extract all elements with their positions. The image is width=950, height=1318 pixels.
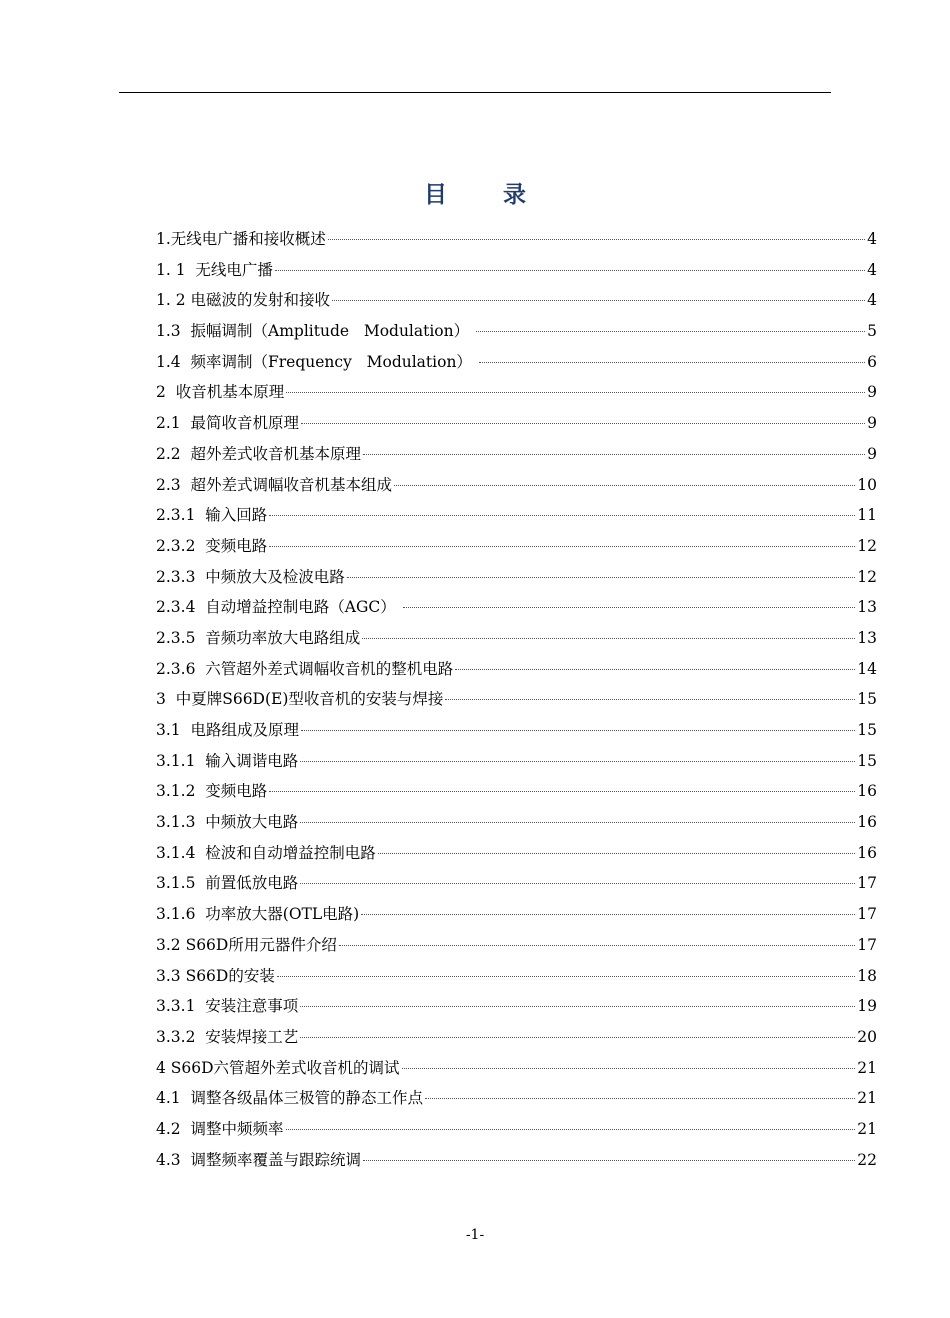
toc-entry-text: 2.3.5 音频功率放大电路组成 bbox=[156, 628, 361, 647]
toc-dot-leader bbox=[269, 546, 855, 547]
toc-entry[interactable] bbox=[156, 684, 877, 715]
toc-dot-leader bbox=[378, 853, 855, 854]
toc-dot-leader bbox=[300, 1037, 855, 1038]
toc-entry[interactable] bbox=[156, 1145, 877, 1176]
toc-page-number: 22 bbox=[857, 1150, 877, 1169]
toc-page-number: 18 bbox=[857, 966, 877, 985]
toc-entry[interactable] bbox=[156, 899, 877, 930]
toc-dot-leader bbox=[445, 699, 855, 700]
toc-entry[interactable] bbox=[156, 285, 877, 316]
toc-entry-text: 1. 2 电磁波的发射和接收 bbox=[156, 291, 331, 310]
toc-entry-text: 3.3.1 安装注意事项 bbox=[156, 997, 299, 1016]
toc-dot-leader bbox=[394, 485, 855, 486]
toc-entry-text: 2.3.4 自动增益控制电路（AGC） bbox=[156, 598, 401, 617]
toc-dot-leader bbox=[362, 638, 855, 639]
toc-page-number: 17 bbox=[857, 874, 877, 893]
footer-page-number: -1- bbox=[465, 1227, 485, 1243]
toc-entry-text: 1.无线电广播和接收概述 bbox=[156, 230, 326, 248]
toc-entry[interactable] bbox=[156, 930, 877, 961]
toc-dot-leader bbox=[363, 1160, 855, 1161]
toc-entry-text: 4 S66D六管超外差式收音机的调试 bbox=[156, 1058, 400, 1077]
toc-page-number: 10 bbox=[857, 475, 877, 494]
toc-entry[interactable] bbox=[156, 961, 877, 992]
toc-entry[interactable] bbox=[156, 1114, 877, 1145]
toc-dot-leader bbox=[347, 577, 855, 578]
toc-entry[interactable] bbox=[156, 316, 877, 347]
toc-entry[interactable] bbox=[156, 1083, 877, 1114]
toc-page-number: 12 bbox=[857, 567, 877, 586]
toc-dot-leader bbox=[269, 791, 855, 792]
toc-page-number: 13 bbox=[857, 598, 877, 617]
toc-page-number: 19 bbox=[857, 997, 877, 1016]
toc-list bbox=[156, 224, 877, 1175]
toc-entry[interactable] bbox=[156, 1022, 877, 1053]
toc-entry[interactable] bbox=[156, 623, 877, 654]
toc-dot-leader bbox=[363, 454, 865, 455]
toc-dot-leader bbox=[479, 362, 865, 363]
toc-entry-text: 3.1.6 功率放大器(OTL电路) bbox=[156, 905, 360, 924]
toc-dot-leader bbox=[275, 270, 865, 271]
toc-dot-leader bbox=[339, 945, 855, 946]
toc-entry-text: 3.1.3 中频放大电路 bbox=[156, 813, 299, 832]
toc-page-number: 21 bbox=[857, 1119, 877, 1138]
toc-entry-text: 2.2 超外差式收音机基本原理 bbox=[156, 444, 362, 463]
toc-dot-leader bbox=[277, 976, 855, 977]
toc-entry-text: 1. 1 无线电广播 bbox=[156, 260, 273, 279]
toc-dot-leader bbox=[300, 761, 855, 762]
toc-page-number: 12 bbox=[857, 536, 877, 555]
toc-entry[interactable] bbox=[156, 439, 877, 470]
toc-entry[interactable] bbox=[156, 807, 877, 838]
toc-entry[interactable] bbox=[156, 347, 877, 378]
toc-page-number: 5 bbox=[867, 322, 877, 341]
toc-dot-leader bbox=[361, 914, 855, 915]
toc-entry-text: 3.1.4 检波和自动增益控制电路 bbox=[156, 843, 376, 862]
toc-page-number: 6 bbox=[867, 352, 877, 371]
toc-page-number: 20 bbox=[857, 1027, 877, 1046]
toc-dot-leader bbox=[286, 392, 865, 393]
toc-entry-text: 2.3.2 变频电路 bbox=[156, 536, 268, 555]
toc-page-number: 16 bbox=[857, 782, 877, 801]
toc-entry[interactable] bbox=[156, 500, 877, 531]
toc-page-number: 11 bbox=[857, 506, 877, 525]
toc-entry-text: 3.1 电路组成及原理 bbox=[156, 721, 300, 739]
toc-entry-text: 3.1.1 输入调谐电路 bbox=[156, 751, 299, 770]
toc-dot-leader bbox=[328, 239, 865, 240]
toc-entry-text: 3.3.2 安装焊接工艺 bbox=[156, 1027, 299, 1046]
toc-entry-text: 3.1.2 变频电路 bbox=[156, 782, 268, 801]
toc-entry-text: 1.4 频率调制（Frequency Modulation） bbox=[156, 352, 477, 371]
toc-entry-text: 2.3.1 输入回路 bbox=[156, 506, 268, 525]
toc-entry-text: 3.1.5 前置低放电路 bbox=[156, 874, 299, 893]
toc-dot-leader bbox=[425, 1098, 855, 1099]
toc-entry-text: 4.2 调整中频频率 bbox=[156, 1119, 284, 1138]
toc-page-number: 17 bbox=[857, 935, 877, 954]
toc-page-number: 9 bbox=[867, 414, 877, 433]
toc-entry[interactable] bbox=[156, 562, 877, 593]
toc-dot-leader bbox=[300, 1006, 855, 1007]
toc-dot-leader bbox=[402, 1068, 856, 1069]
toc-page-number: 15 bbox=[857, 751, 877, 770]
toc-entry[interactable] bbox=[156, 868, 877, 899]
toc-entry[interactable] bbox=[156, 1053, 877, 1084]
toc-entry[interactable] bbox=[156, 408, 877, 439]
toc-dot-leader bbox=[301, 730, 855, 731]
toc-page-number: 4 bbox=[867, 291, 877, 310]
toc-entry[interactable] bbox=[156, 592, 877, 623]
toc-entry-text: 4.1 调整各级晶体三极管的静态工作点 bbox=[156, 1089, 424, 1108]
toc-entry[interactable] bbox=[156, 991, 877, 1022]
toc-entry[interactable] bbox=[156, 746, 877, 777]
toc-page-number: 4 bbox=[867, 230, 877, 248]
toc-page-number: 15 bbox=[857, 721, 877, 739]
toc-dot-leader bbox=[301, 423, 865, 424]
header-rule bbox=[119, 92, 831, 93]
toc-page-number: 4 bbox=[867, 260, 877, 279]
toc-entry-text: 2.1 最简收音机原理 bbox=[156, 414, 300, 433]
toc-dot-leader bbox=[332, 300, 865, 301]
toc-entry-text: 3.2 S66D所用元器件介绍 bbox=[156, 935, 337, 954]
toc-page-number: 9 bbox=[867, 444, 877, 463]
toc-entry-text: 2.3.3 中频放大及检波电路 bbox=[156, 567, 345, 586]
toc-entry[interactable] bbox=[156, 224, 877, 255]
toc-dot-leader bbox=[286, 1129, 856, 1130]
toc-entry-text: 3.3 S66D的安装 bbox=[156, 966, 275, 985]
toc-entry[interactable] bbox=[156, 377, 877, 408]
toc-dot-leader bbox=[455, 669, 855, 670]
toc-page-number: 14 bbox=[857, 659, 877, 678]
toc-page-number: 21 bbox=[857, 1058, 877, 1077]
toc-entry-text: 2.3.6 六管超外差式调幅收音机的整机电路 bbox=[156, 659, 454, 678]
toc-entry[interactable] bbox=[156, 715, 877, 746]
toc-entry-text: 2 收音机基本原理 bbox=[156, 383, 285, 402]
toc-entry-text: 1.3 振幅调制（Amplitude Modulation） bbox=[156, 322, 475, 341]
toc-entry[interactable] bbox=[156, 470, 877, 501]
toc-page-number: 21 bbox=[857, 1089, 877, 1108]
toc-entry[interactable] bbox=[156, 255, 877, 286]
toc-dot-leader bbox=[403, 607, 856, 608]
toc-dot-leader bbox=[269, 515, 855, 516]
toc-page-number: 16 bbox=[857, 813, 877, 832]
toc-page-number: 17 bbox=[857, 905, 877, 924]
toc-entry-text: 4.3 调整频率覆盖与跟踪统调 bbox=[156, 1150, 362, 1169]
toc-entry-text: 3 中夏牌S66D(E)型收音机的安装与焊接 bbox=[156, 690, 444, 709]
toc-entry[interactable] bbox=[156, 838, 877, 869]
toc-dot-leader bbox=[300, 822, 855, 823]
page-title: 目 录 bbox=[423, 182, 550, 208]
toc-dot-leader bbox=[300, 883, 855, 884]
toc-entry-text: 2.3 超外差式调幅收音机基本组成 bbox=[156, 475, 393, 494]
toc-entry[interactable] bbox=[156, 776, 877, 807]
toc-page-number: 15 bbox=[857, 690, 877, 709]
toc-entry[interactable] bbox=[156, 531, 877, 562]
toc-page-number: 13 bbox=[857, 628, 877, 647]
toc-page-number: 9 bbox=[867, 383, 877, 402]
toc-page-number: 16 bbox=[857, 843, 877, 862]
toc-entry[interactable] bbox=[156, 654, 877, 685]
toc-dot-leader bbox=[476, 331, 865, 332]
